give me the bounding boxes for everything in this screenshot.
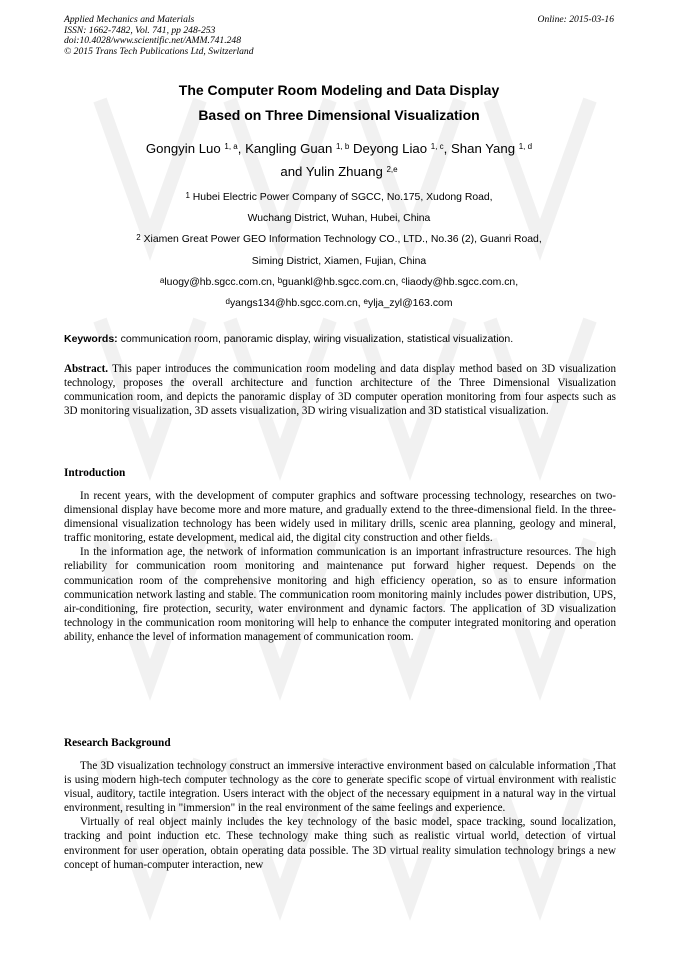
paragraph: In recent years, with the development of computer graphics and software processing technology, researches on two-dimensional display have become more and more mature, and gradually extend to the three-dimensional field. In the three-dimensional visualization technology has been widely used in military drills, scenic area planning, geology and mineral, traffic monitoring, estate development, medical aid, the digital city construction and other fields. (64, 490, 616, 545)
email-address: yangs134@hb.sgcc.com.cn, (229, 298, 361, 309)
affiliation-1-line-1: $^1$ Hubei Electric Power Company of SGCC, No.175, Xudong Road, (185, 191, 493, 203)
affiliation-2-line-1: $^2$ Xiamen Great Power GEO Information Technology CO., LTD., No.36 (2), Guanri Road, (136, 233, 542, 245)
abstract (64, 362, 616, 418)
section-body (64, 759, 616, 872)
author-name: and Yulin Zhuang (280, 164, 383, 179)
email-address: liaody@hb.sgcc.com.cn, (405, 277, 519, 288)
keywords (64, 332, 616, 346)
authors-line-1: Gongyin Luo $^{1, a}$, Kangling Guan $^{1, b}$ Deyong Liao $^{1, c}$, Shan Yang $^{1, d}$ (145, 141, 533, 156)
email-address: luogy@hb.sgcc.com.cn, (164, 277, 275, 288)
paragraph: Virtually of real object mainly includes the key technology of the basic model, space tracking, sound localization, tracking and point induction etc. These technology make thing such as realistic virtual world, detection of virtual environment for user operation, obtain operating data possible. The 3D virtual reality simulation technology brings a new concept of human-computer interaction, new (64, 816, 616, 871)
keywords-label: Keywords: (64, 333, 118, 345)
abstract-label: Abstract. (64, 363, 109, 375)
authors-line-2 (0, 162, 678, 181)
author-sup: 1, c (430, 142, 444, 151)
section-heading: Introduction (64, 467, 126, 479)
abstract-text: This paper introduces the communication room modeling and data display method based on 3D visualization technology, proposes the overall architecture and function architecture of the Three Dimensional Visualization communication room, and depicts the panoramic display of 3D computer operation monitoring from four aspects such as 3D monitoring visualization, 3D assets visualization, 3D wiring visualization and 3D statistical visualization. (64, 363, 616, 418)
author-name: Kangling Guan (245, 141, 333, 156)
paper-title-line-1: The Computer Room Modeling and Data Display (178, 82, 500, 98)
emails-line-1: $^a$luogy@hb.sgcc.com.cn, $^b$guankl@hb.sgcc.com.cn, $^c$liaody@hb.sgcc.com.cn, (159, 276, 519, 288)
email-address: guankl@hb.sgcc.com.cn, (282, 277, 399, 288)
paragraph: In the information age, the network of information communication is an important infrastructure resources. The high reliability for communication room monitoring and maintenance put forward higher request. Depends on the communication room of the comprehensive monitoring and high efficiency operation, so as to ensure information communication network lasting and stable. The communication room monitoring mainly includes power distribution, UPS, air-conditioning, fire protection, security, water environment and dynamic factors. The application of 3D visualization technology in the communication room monitoring will help to enhance the computer integrated monitoring and operation ability, enhance the level of information management of communication room. (64, 546, 616, 643)
author-sup: 1, d (518, 142, 533, 151)
author-sup: 1, a (224, 142, 238, 151)
affiliation-1-line-2: Wuchang District, Wuhan, Hubei, China (247, 213, 431, 224)
author-name: Deyong Liao (353, 141, 428, 156)
author-sup: 1, b (336, 142, 350, 151)
online-date: Online: 2015-03-16 (537, 14, 614, 25)
issn-line: ISSN: 1662-7482, Vol. 741, pp 248-253 (64, 24, 216, 36)
doi-line: doi:10.4028/www.scientific.net/AMM.741.248 (64, 35, 242, 47)
email-address: ylja_zyl@163.com (368, 298, 453, 309)
author-sup: 2,e (386, 165, 398, 174)
paragraph: The 3D visualization technology construct an immersive interactive environment based on calculable information ,That is using modern high-tech computer technology as the core to generate specific scope of virtual environment with realistic visual, auditory, tactile integration. Users interact with the object of the necessary equipment in a natural way in the virtual environment, resulting in "immersion" in the real environment of the same feelings and experience. (64, 760, 616, 815)
journal-name: Applied Mechanics and Materials (64, 14, 195, 25)
author-name: Gongyin Luo (145, 141, 221, 156)
keywords-text: communication room, panoramic display, wiring visualization, statistical visualization. (117, 333, 514, 345)
paper-title-line-2: Based on Three Dimensional Visualization (198, 107, 480, 123)
affiliation-2-line-2: Siming District, Xiamen, Fujian, China (251, 256, 427, 267)
journal-header (64, 15, 254, 57)
section-body (64, 489, 616, 644)
section-heading: Research Background (64, 737, 171, 749)
emails-line-2: $^d$yangs134@hb.sgcc.com.cn, $^e$ylja_zyl@163.com (225, 297, 453, 309)
author-name: Shan Yang (451, 141, 516, 156)
copyright-line: © 2015 Trans Tech Publications Ltd, Switzerland (64, 45, 254, 57)
